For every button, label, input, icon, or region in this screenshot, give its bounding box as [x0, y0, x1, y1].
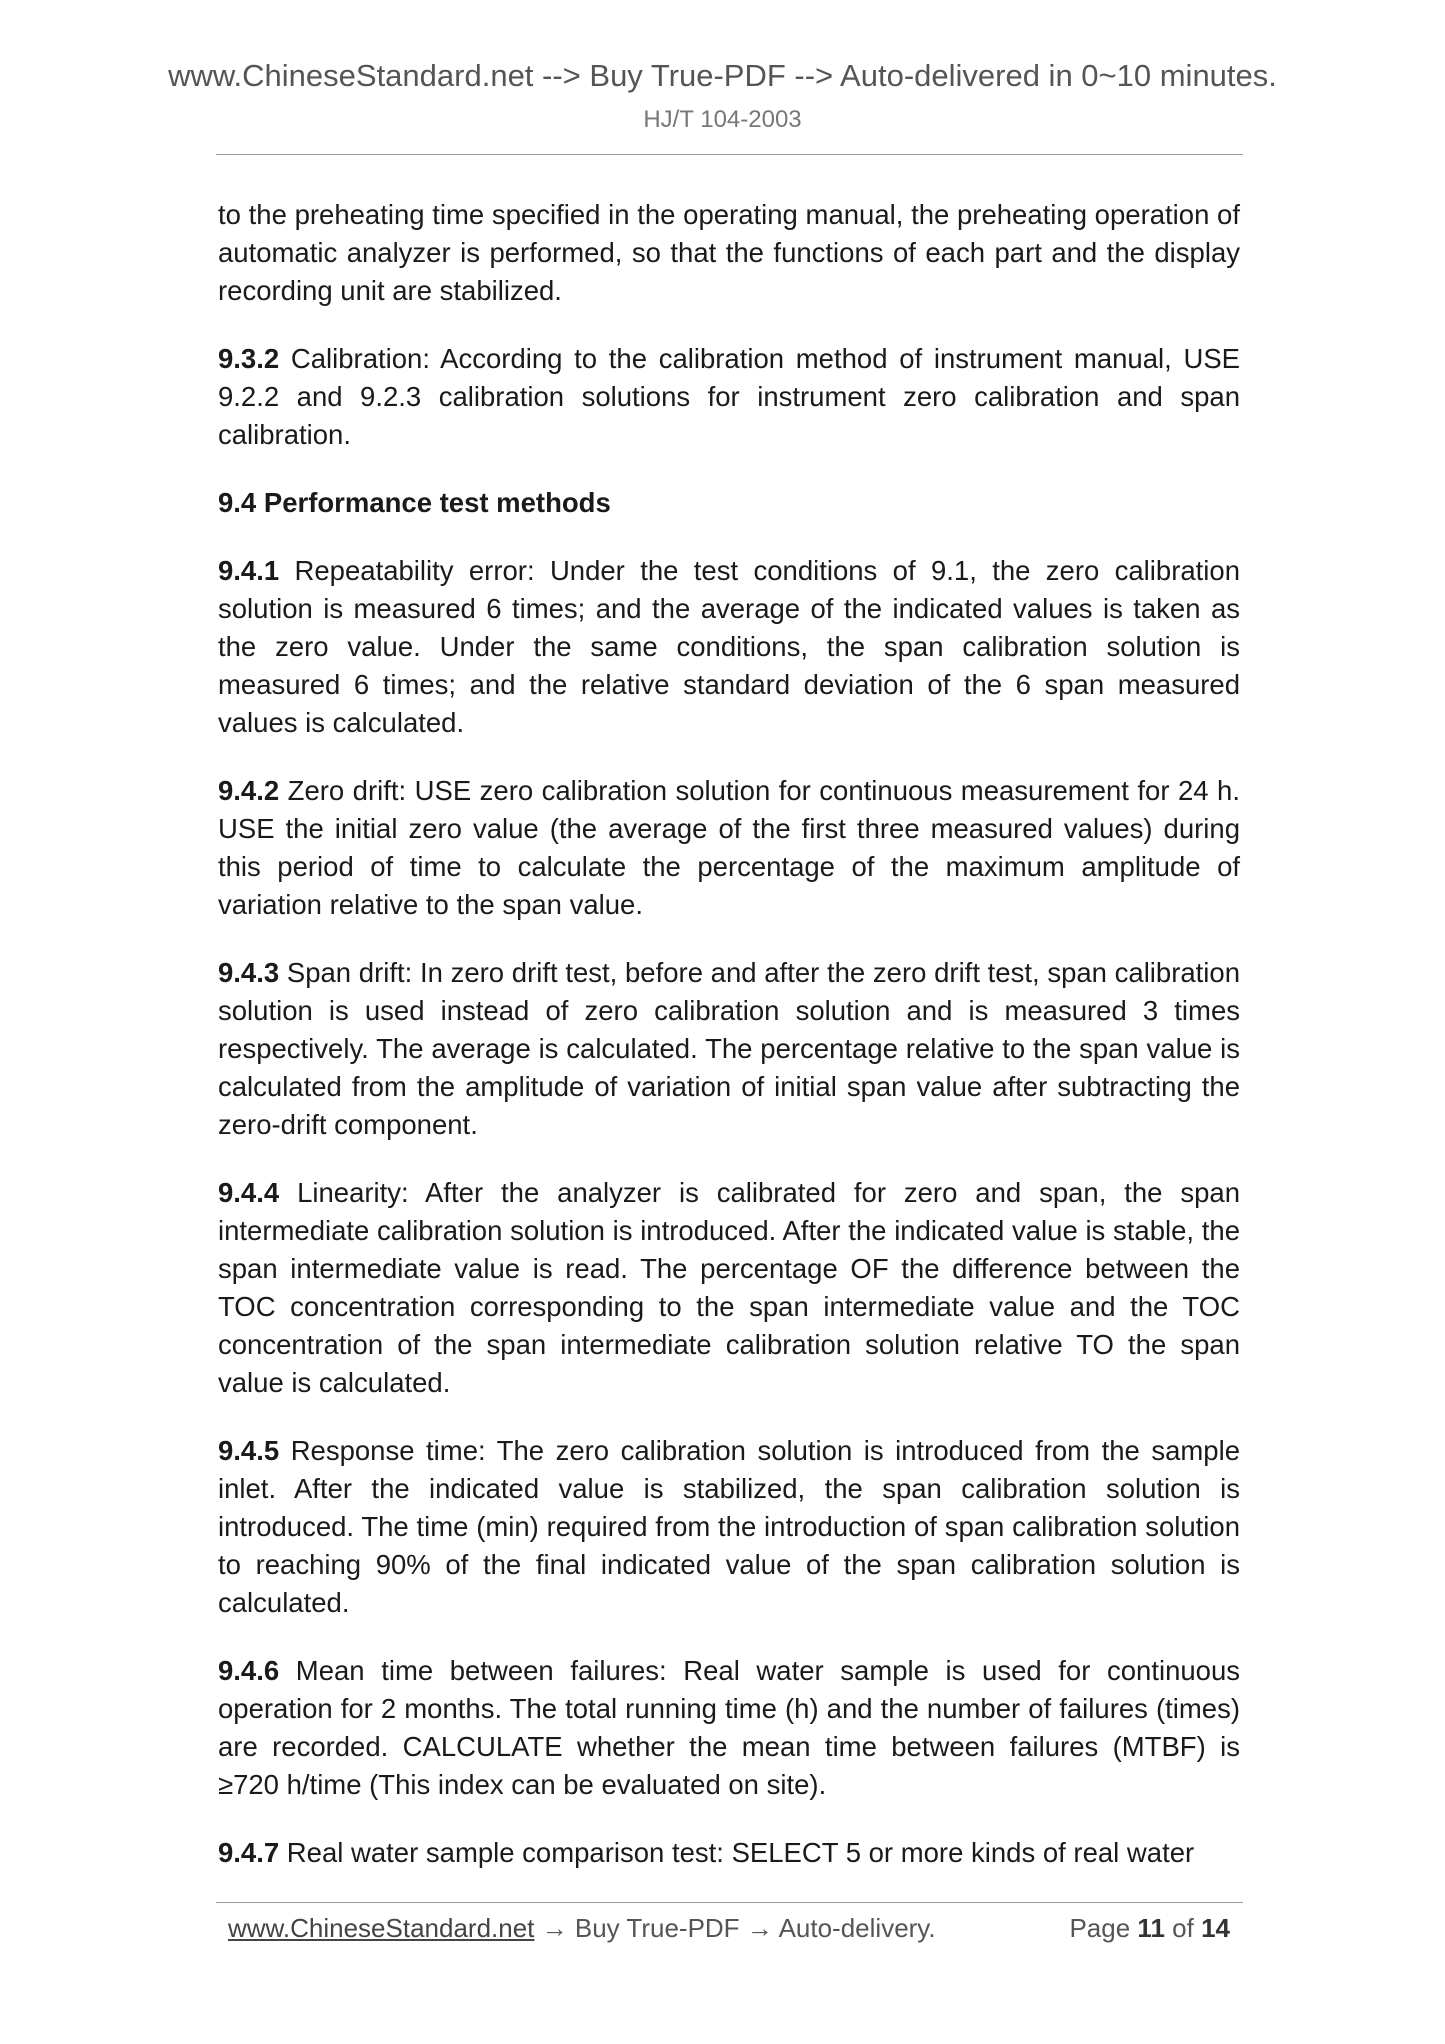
paragraph-9-4-4 [218, 1174, 1240, 1402]
clause-number: 9.4.1 [218, 555, 280, 586]
clause-number: 9.4.3 [218, 957, 280, 988]
header-divider [216, 154, 1243, 155]
page-indicator [1069, 1913, 1230, 1944]
clause-number: 9.4.4 [218, 1177, 280, 1208]
paragraph-text: Real water sample comparison test: SELECT 5 or more kinds of real water [279, 1837, 1195, 1868]
paragraph-9-4-6 [218, 1652, 1240, 1804]
footer-site-link[interactable]: www.ChineseStandard.net [228, 1913, 535, 1943]
document-body [218, 196, 1240, 1872]
clause-number: 9.4.6 [218, 1655, 280, 1686]
paragraph-text: Linearity: After the analyzer is calibrated for zero and span, the span intermediate calibration solution is introduced. After the indicated value is stable, the span intermediate value is read. The percentage OF the difference between the TOC concentration corresponding to the span intermediate value and the TOC concentration of the span intermediate calibration solution relative TO the span value is calculated. [218, 1177, 1240, 1398]
paragraph-text: Mean time between failures: Real water sample is used for continuous operation for 2 months. The total running time (h) and the number of failures (times) are recorded. CALCULATE whether the mean time between failures (MTBF) is ≥720 h/time (This index can be evaluated on site). [218, 1655, 1240, 1800]
standard-number: HJ/T 104-2003 [643, 106, 802, 133]
page-label: Page [1069, 1913, 1131, 1943]
paragraph-continuation [218, 196, 1240, 310]
footer-divider [216, 1902, 1243, 1903]
paragraph-text: Zero drift: USE zero calibration solution for continuous measurement for 24 h. USE the initial zero value (the average of the first three measured values) during this period of time to calculate the percentage of the maximum amplitude of variation relative to the span value. [218, 775, 1240, 920]
header-banner: www.ChineseStandard.net --> Buy True-PDF --> Auto-delivered in 0~10 minutes. [168, 58, 1277, 93]
page-footer [228, 1913, 1230, 1944]
paragraph-9-4-5 [218, 1432, 1240, 1622]
clause-number: 9.4.2 [218, 775, 280, 806]
paragraph-9-4-7 [218, 1834, 1240, 1872]
paragraph-text: Response time: The zero calibration solution is introduced from the sample inlet. After the indicated value is stabilized, the span calibration solution is introduced. The time (min) required from the introduction of span calibration solution to reaching 90% of the final indicated value of the span calibration solution is calculated. [218, 1435, 1240, 1618]
paragraph-text: Repeatability error: Under the test conditions of 9.1, the zero calibration solution is measured 6 times; and the average of the indicated values is taken as the zero value. Under the same conditions, the span calibration solution is measured 6 times; and the relative standard deviation of the 6 span measured values is calculated. [218, 555, 1240, 738]
clause-number: 9.4.7 [218, 1837, 280, 1868]
section-heading-9-4: 9.4 Performance test methods [218, 487, 611, 518]
paragraph-9-4-3 [218, 954, 1240, 1144]
page-number: 11 [1137, 1913, 1165, 1943]
paragraph-text: Calibration: According to the calibration method of instrument manual, USE 9.2.2 and 9.2.3 calibration solutions for instrument zero calibration and span calibration. [218, 343, 1240, 450]
footer-tagline: → Buy True-PDF → Auto-delivery. [534, 1913, 936, 1943]
page-total: 14 [1201, 1913, 1230, 1943]
of-label: of [1172, 1913, 1194, 1943]
paragraph-text: Span drift: In zero drift test, before and after the zero drift test, span calibration solution is used instead of zero calibration solution and is measured 3 times respectively. The average is calculated. The percentage relative to the span value is calculated from the amplitude of variation of initial span value after subtracting the zero-drift component. [218, 957, 1240, 1140]
paragraph-text: to the preheating time specified in the operating manual, the preheating operation of automatic analyzer is performed, so that the functions of each part and the display recording unit are stabilized. [218, 199, 1240, 306]
paragraph-9-4-1 [218, 552, 1240, 742]
paragraph-9-4-2 [218, 772, 1240, 924]
clause-number: 9.4.5 [218, 1435, 280, 1466]
clause-number: 9.3.2 [218, 343, 280, 374]
paragraph-9-3-2 [218, 340, 1240, 454]
